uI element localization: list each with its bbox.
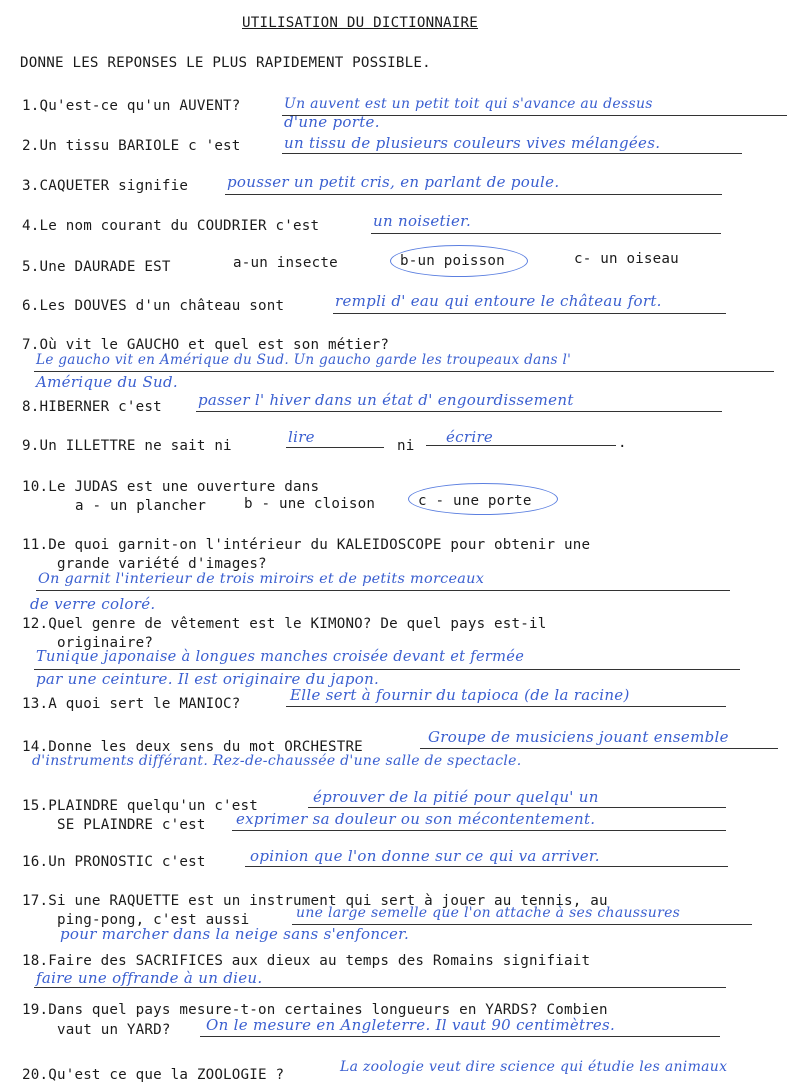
answer-line: [200, 1036, 720, 1037]
question-17-prompt-line2: ping-pong, c'est aussi: [57, 912, 250, 928]
question-12-prompt-line2: originaire?: [57, 635, 154, 651]
question-15-answer: éprouver de la pitié pour quelqu' un: [313, 788, 599, 806]
question-19-prompt-line2: vaut un YARD?: [57, 1022, 171, 1038]
question-7-answer-line2: Amérique du Sud.: [36, 373, 178, 391]
question-3-answer: pousser un petit cris, en parlant de poule.: [227, 173, 560, 191]
question-19-prompt: 19.Dans quel pays mesure-t-on certaines longueurs en YARDS? Combien: [22, 1002, 608, 1018]
question-9-answer-2: écrire: [446, 428, 494, 446]
question-1-prompt: 1.Qu'est-ce qu'un AUVENT?: [22, 98, 241, 114]
question-15-answer-line2: exprimer sa douleur ou son mécontentement.: [236, 810, 596, 828]
question-12-answer: Tunique japonaise à longues manches croisée devant et fermée: [36, 648, 525, 665]
question-9-answer-1: lire: [288, 428, 315, 446]
question-8-prompt: 8.HIBERNER c'est: [22, 399, 162, 415]
question-11-answer: On garnit l'interieur de trois miroirs et de petits morceaux: [38, 571, 485, 587]
question-18-answer: faire une offrande à un dieu.: [36, 969, 263, 987]
question-12-prompt: 12.Quel genre de vêtement est le KIMONO? De quel pays est-il: [22, 616, 547, 632]
question-20-prompt: 20.Qu'est ce que la ZOOLOGIE ?: [22, 1067, 285, 1083]
question-7-prompt: 7.Où vit le GAUCHO et quel est son métier?: [22, 337, 390, 353]
question-17-answer: une large semelle que l'on attache à ses chaussures: [296, 905, 681, 921]
answer-line: [34, 371, 774, 372]
question-2-answer: un tissu de plusieurs couleurs vives mélangées.: [284, 134, 661, 152]
question-16-answer: opinion que l'on donne sur ce qui va arriver.: [250, 847, 600, 865]
question-15-prompt-line2: SE PLAINDRE c'est: [57, 817, 206, 833]
answer-line: [196, 411, 722, 412]
answer-line: [333, 313, 726, 314]
answer-line: [286, 447, 384, 448]
question-19-answer: On le mesure en Angleterre. Il vaut 90 centimètres.: [206, 1016, 616, 1034]
question-2-prompt: 2.Un tissu BARIOLE c 'est: [22, 138, 241, 154]
question-13-answer: Elle sert à fournir du tapioca (de la racine): [290, 686, 630, 704]
question-6-answer: rempli d' eau qui entoure le château fort.: [335, 292, 662, 310]
question-5-option-b: b-un poisson: [400, 253, 505, 269]
question-10-option-c: c - une porte: [418, 493, 532, 509]
question-18-prompt: 18.Faire des SACRIFICES aux dieux au temps des Romains signifiait: [22, 953, 591, 969]
question-9-end: .: [618, 435, 627, 451]
question-13-prompt: 13.A quoi sert le MANIOC?: [22, 696, 241, 712]
answer-line: [232, 830, 726, 831]
question-1-answer-line2: d'une porte.: [284, 113, 380, 131]
question-20-answer: La zoologie veut dire science qui étudie les animaux: [340, 1059, 728, 1075]
answer-line: [426, 445, 616, 446]
answer-line: [308, 807, 726, 808]
question-11-prompt-line2: grande variété d'images?: [57, 556, 267, 572]
question-12-answer-line2: par une ceinture. Il est originaire du japon.: [36, 670, 380, 688]
question-8-answer: passer l' hiver dans un état d' engourdissement: [198, 391, 574, 409]
page-title: UTILISATION DU DICTIONNAIRE: [242, 15, 479, 31]
answer-line: [36, 590, 730, 591]
question-3-prompt: 3.CAQUETER signifie: [22, 178, 189, 194]
answer-line: [420, 748, 778, 749]
question-5-prompt: 5.Une DAURADE EST: [22, 259, 171, 275]
question-14-prompt: 14.Donne les deux sens du mot ORCHESTRE: [22, 739, 363, 755]
answer-line: [286, 706, 726, 707]
instruction-text: DONNE LES REPONSES LE PLUS RAPIDEMENT POSSIBLE.: [20, 55, 431, 71]
answer-line: [371, 233, 721, 234]
question-9-prompt: 9.Un ILLETTRE ne sait ni: [22, 438, 232, 454]
question-5-option-c: c- un oiseau: [574, 251, 679, 267]
question-11-prompt: 11.De quoi garnit-on l'intérieur du KALEIDOSCOPE pour obtenir une: [22, 537, 591, 553]
question-5-option-a: a-un insecte: [233, 255, 338, 271]
question-10-option-b: b - une cloison: [244, 496, 376, 512]
question-9-connector: ni: [397, 438, 415, 454]
question-17-prompt: 17.Si une RAQUETTE est un instrument qui sert à jouer au tennis, au: [22, 893, 608, 909]
question-14-answer-line2: d'instruments différant. Rez-de-chaussée d'une salle de spectacle.: [32, 753, 522, 769]
question-10-prompt: 10.Le JUDAS est une ouverture dans: [22, 479, 320, 495]
question-17-answer-line2: pour marcher dans la neige sans s'enfoncer.: [60, 925, 410, 943]
question-4-prompt: 4.Le nom courant du COUDRIER c'est: [22, 218, 320, 234]
question-4-answer: un noisetier.: [373, 212, 472, 230]
question-7-answer: Le gaucho vit en Amérique du Sud. Un gaucho garde les troupeaux dans l': [36, 352, 572, 368]
question-6-prompt: 6.Les DOUVES d'un château sont: [22, 298, 285, 314]
question-16-prompt: 16.Un PRONOSTIC c'est: [22, 854, 206, 870]
answer-line: [34, 987, 726, 988]
question-15-prompt: 15.PLAINDRE quelqu'un c'est: [22, 798, 259, 814]
answer-line: [225, 194, 722, 195]
question-14-answer: Groupe de musiciens jouant ensemble: [428, 728, 729, 746]
answer-line: [245, 866, 728, 867]
question-1-answer: Un auvent est un petit toit qui s'avance au dessus: [284, 96, 653, 112]
question-10-option-a: a - un plancher: [75, 498, 207, 514]
answer-line: [282, 153, 742, 154]
question-11-answer-line2: de verre coloré.: [30, 595, 156, 613]
